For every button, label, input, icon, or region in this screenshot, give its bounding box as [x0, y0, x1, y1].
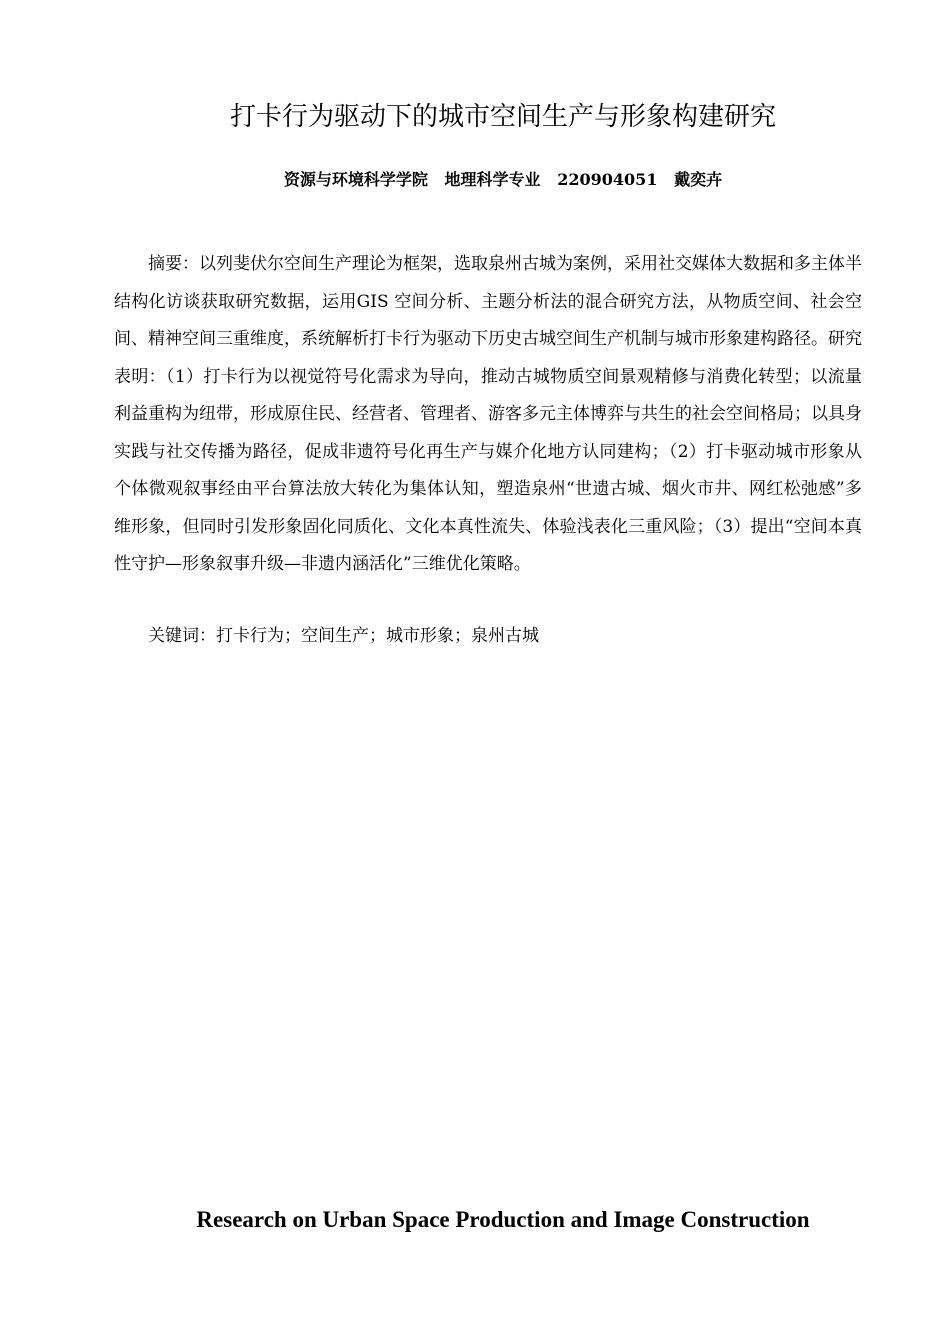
author-byline: 资源与环境科学学院 地理科学专业 220904051 戴奕卉	[283, 170, 723, 189]
keywords-line: 关键词：打卡行为；空间生产；城市形象；泉州古城	[148, 626, 539, 646]
abstract-paragraph: 摘要：以列斐伏尔空间生产理论为框架，选取泉州古城为案例，采用社交媒体大数据和多主体半结构化访谈获取研究数据，运用GIS 空间分析、主题分析法的混合研究方法，从物质空间、社会空间、精神空间三重维度，系统解析打卡行为驱动下历史古城空间生产机制与城市形象建构路径。研究表明：（1）打卡行为以视觉符号化需求为导向，推动古城物质空间景观精修与消费化转型；以流量利益重构为纽带，形成原住民、经营者、管理者、游客多元主体博弈与共生的社会空间格局；以具身实践与社交传播为路径，促成非遗符号化再生产与媒介化地方认同建构；（2）打卡驱动城市形象从个体微观叙事经由平台算法放大转化为集体认知，塑造泉州“世遗古城、烟火市井、网红松弛感”多维形象，但同时引发形象固化同质化、文化本真性流失、体验浅表化三重风险；（3）提出“空间本真性守护—形象叙事升级—非遗内涵活化”三维优化策略。	[114, 254, 862, 574]
paper-title: 打卡行为驱动下的城市空间生产与形象构建研究	[229, 102, 776, 132]
english-title: Research on Urban Space Production and Image Construction	[196, 1207, 810, 1232]
